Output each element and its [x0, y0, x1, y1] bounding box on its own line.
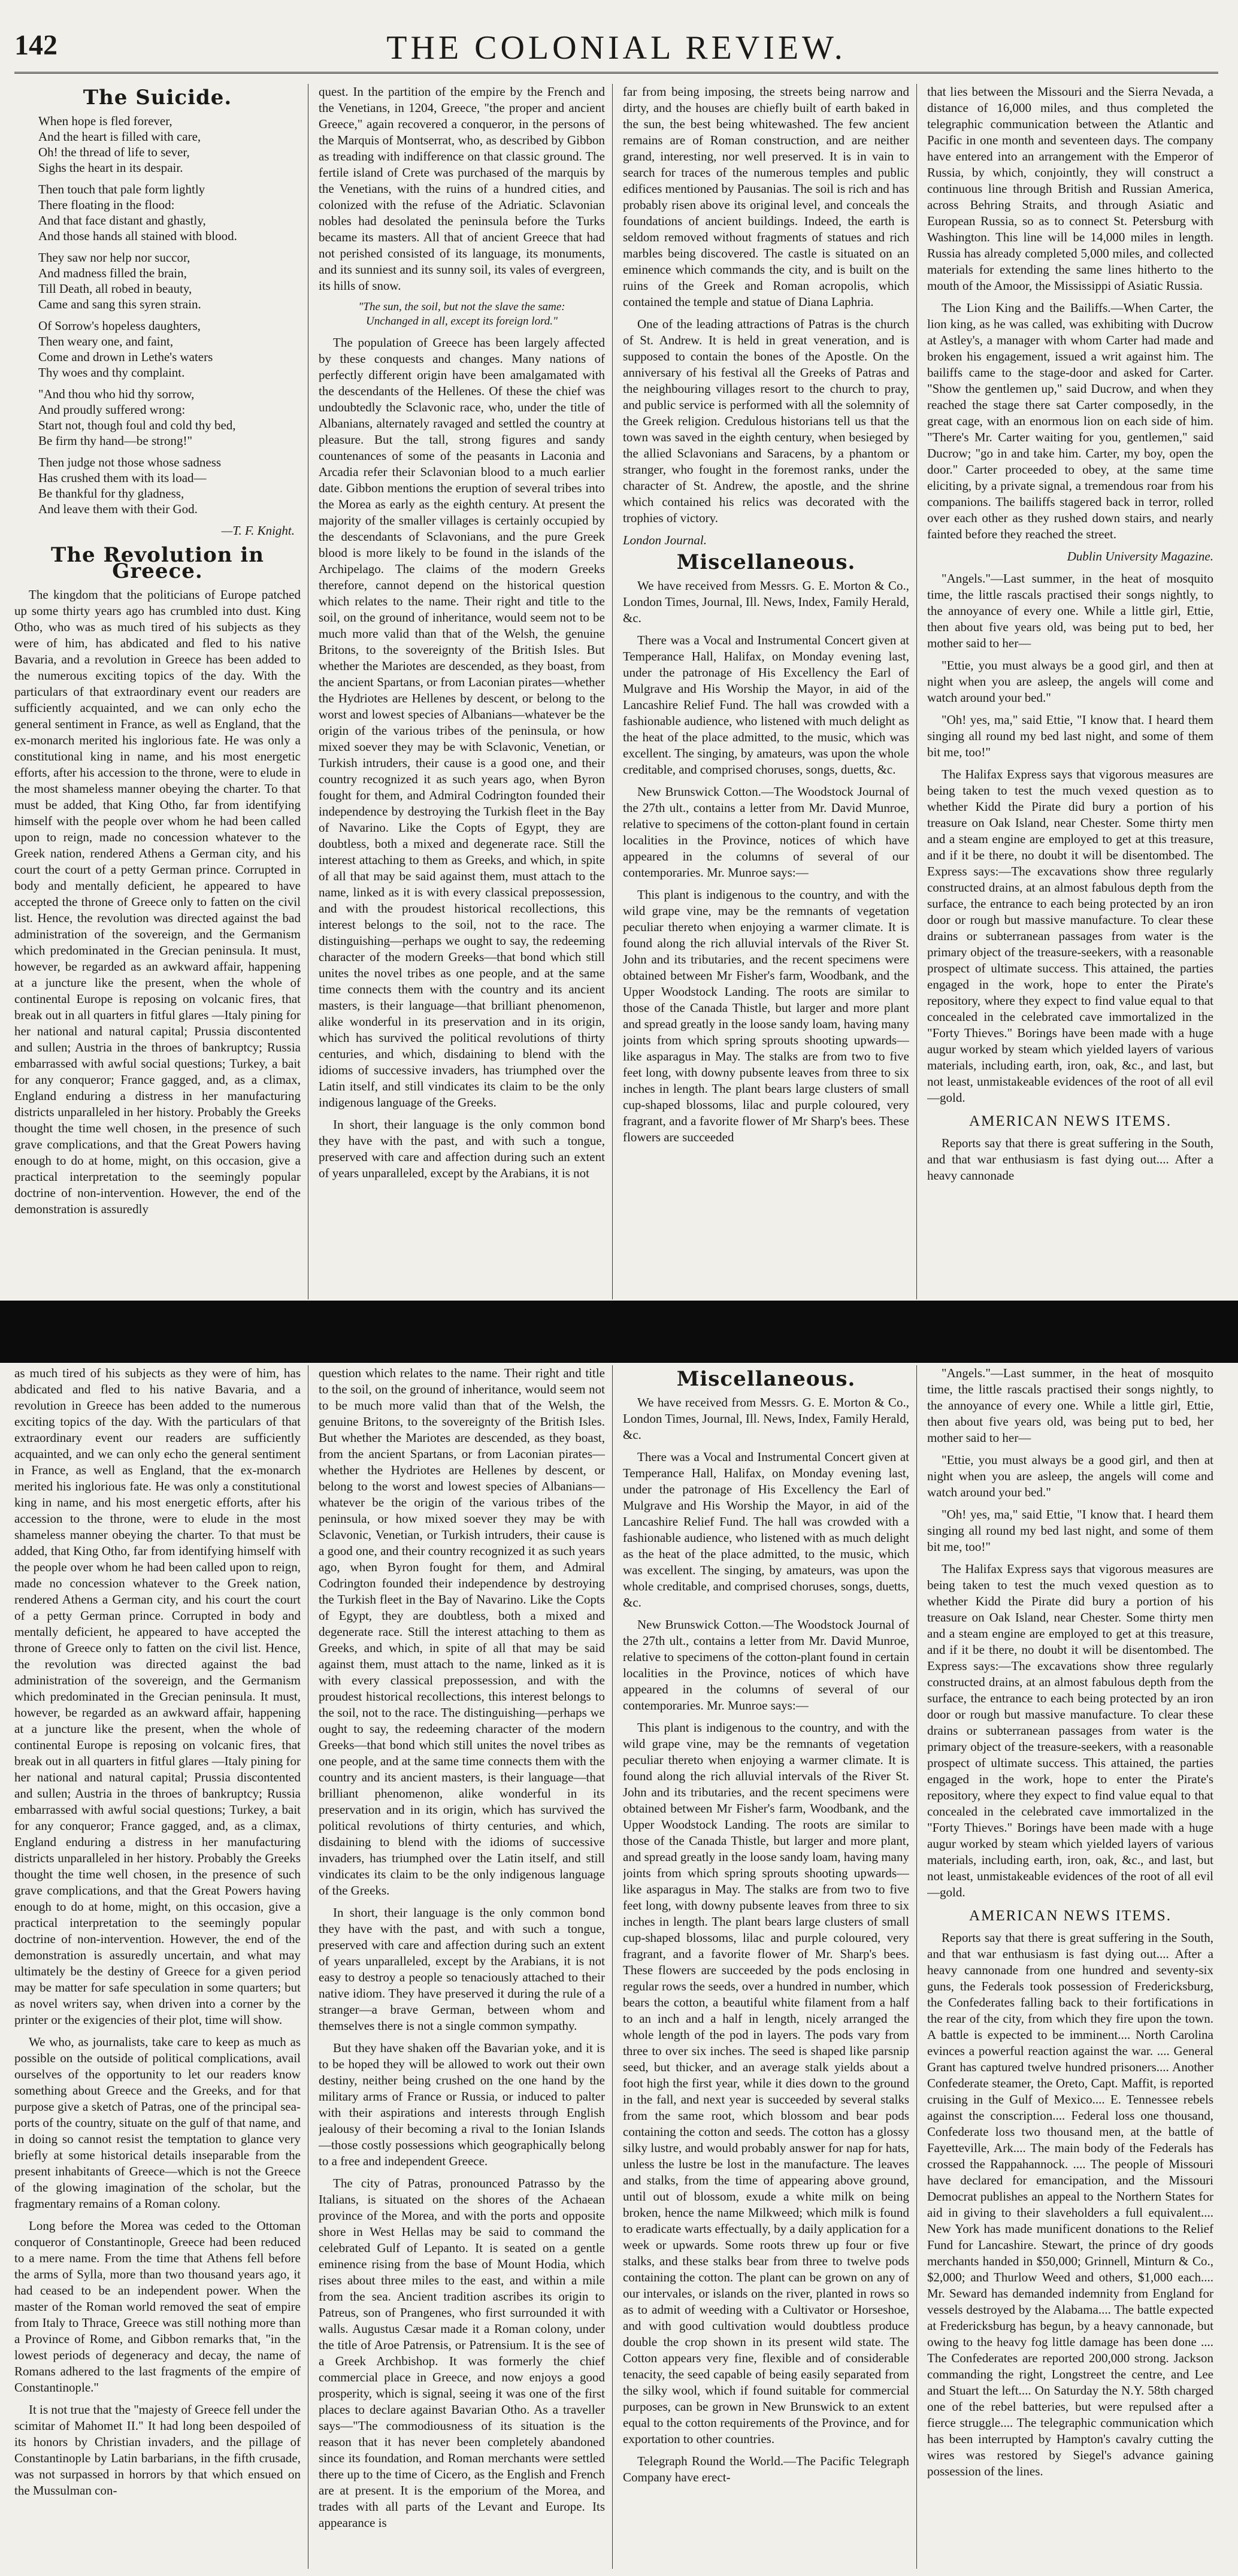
- poem-line: Start not, though foul and cold thy bed,: [38, 418, 236, 432]
- poem-line: And madness filled the brain,: [38, 266, 187, 280]
- poem-line: And that face distant and ghastly,: [38, 213, 206, 228]
- news-paragraph: "Angels."—Last summer, in the heat of mosquito time, the little rascals practised their songs nightly, to the annoyance of every one. While a little girl, Ettie, then about five years old, was being put to bed, her mother said to her—: [927, 1366, 1213, 1445]
- poem-line: They saw nor help nor succor,: [38, 250, 190, 265]
- news-paragraph: This plant is indigenous to the country, and with the wild grape vine, may be the remnants of vegetation peculiar thereto when enjoying a warmer climate. It is found along the rich alluvial intervals of the River St. John and its tributaries, and the recent specimens were obtained between Mr Fisher's farm, Woodbank, and the Upper Woodstock Landing. The roots are similar to those of the Canada Thistle, but larger and more plant, and spread greatly in the loose sandy loam, having many joints from which spring sprouts shooting upwards—like asparagus in May. The stalks are from two to five feet long, with downy pubsente leaves from three to six inches in length. The plant bears large clusters of small cup-shaped blossoms, lilac and purple coloured, very fragrant, and a favorite flower of Mr. Sharp's bees. These flowers are succeeded by the pods enclosing in regular rows the seeds, over a hundred in number, which bears the cotton, a beautiful white filament from a half to an inch and a half in length, nicely arranged the whole length of the pod in layers. The pods vary from three to over six inches. The seed is shaped like parsnip seed, but thicker, and an average stalk yields about a foot high the first year, while it dies down to the ground in the fall, and next year is succeeded by several stalks from the same root, which blossom and bear pods containing the cotton and seeds. The cotton has a glossy silky lustre, and would probably answer for nap for hats, unless the lustre be lost in the manufacture. The leaves and stalks, from the time of appearing above ground, until out of blossom, exude a white milk on being broken, hence the name Milkweed; which milk is found to eradicate warts effectually, by a daily application for a week or upwards. Some roots threw up four or five stalks, and these stalks bear from three to twelve pods containing the cotton. The plant can be grown on any of our intervales, or islands on the river, planted in rows so as to admit of weeding with a Cultivator or Horseshoe, and with good cultivation would doubtless produce double the crop shown in its present wild state. The Cotton appears very fine, flexible and of considerable tenacity, the seed capable of being easily separated from the silky wool, which if found suitable for commercial purposes, can be grown in New Brunswick to an extent equal to the cotton requirements of the Province, and for exportation to other countries.: [623, 1720, 909, 2446]
- section-heading: Miscellaneous.: [676, 550, 856, 574]
- column-rule: [916, 84, 917, 1299]
- article-paragraph: Long before the Morea was ceded to the Ottoman conqueror of Constantinople, Greece had been reduced to a mere name. From the time that Athens fell before the arms of Sylla, more than two thousand years ago, it had ceased to be an independent power. When the master of the Roman world removed the seat of empire from Italy to Thrace, Greece was still nothing more than a Province of Rome, and Gibbon remarks that, "in the lowest periods of degeneracy and decay, the name of Romans adhered to the last fragments of the empire of Constantinople.": [14, 2219, 301, 2395]
- article-paragraph: It is not true that the "majesty of Greece fell under the scimitar of Mahomet II." It had long been despoiled of its honors by Christian invaders, and the pillage of Constantinople by Latin barbarians, in the fifth crusade, was not surpassed in horrors by that which ensued on the Mussulman con-: [14, 2402, 301, 2498]
- article-heading: The Revolution in Greece.: [51, 543, 264, 583]
- poem-stanza: [38, 454, 301, 517]
- poem-line: Thy woes and thy complaint.: [38, 365, 185, 380]
- column-1: [14, 84, 301, 1299]
- article-source: London Journal.: [623, 533, 707, 547]
- poem-line: Till Death, all robed in beauty,: [38, 281, 192, 296]
- poem-stanza: [38, 386, 301, 448]
- column-rule: [916, 1365, 917, 2569]
- article-paragraph: We who, as journalists, take care to keep as much as possible on the outside of political complications, avail ourselves of the opportunity to let our readers know something about Greece and the Greeks, and for that purpose give a sketch of Patras, one of the principal sea-ports of the country, situate on the gulf of that name, and in doing so cannot resist the temptation to glance very briefly at some historical details inseparable from the present inhabitants of Greece—which is not the Greece of the glowing imagination of the scholar, but the fragmentary remains of a Roman colony.: [14, 2035, 301, 2211]
- poem-stanza: [38, 250, 301, 312]
- news-paragraph: The Halifax Express says that vigorous measures are being taken to test the much vexed question as to whether Kidd the Pirate did bury a portion of his treasure on Oak Island, near Chester. Some thirty men and a steam engine are employed to get at this treasure, and if it be there, no doubt it will be disentombed. The Express says:—The excavations show three regularly constructed drains, at an almost fabulous depth from the surface, the entrance to each being protected by an iron door or rough but massive manufacture. To clear these drains or subterranean passages from water is the primary object of the treasure-seekers, with a reasonable prospect of ultimate success. This attained, the parties engaged in the work, hope to enter the Pirate's repository, where they expect to find value equal to that concealed in the celebrated cave immortalized in the "Forty Thieves." Borings have been made with a huge augur worked by steam which yielded layers of various materials, including earth, iron, oak, &c., and last, but not least, unmistakeable evidences of the root of all evil—gold.: [927, 1562, 1213, 1899]
- news-paragraph: Telegraph Round the World.—The Pacific Telegraph Company have erect-: [623, 2454, 909, 2484]
- news-paragraph: Reports say that there is great suffering in the South, and that war enthusiasm is fast dying out.... After a heavy cannonade: [927, 1136, 1213, 1183]
- article-paragraph: In short, their language is the only common bond they have with the past, and with such a tongue, preserved with care and affection during such an extent of years unparalleled, except by the Arabians, it is not easy to destroy a people so tenaciously attached to their native idiom. They have preserved it during the rule of a stranger—a brave German, between whom and themselves there is not a single common sympathy.: [319, 1905, 605, 2033]
- article-paragraph: The kingdom that the politicians of Europe patched up some thirty years ago has crumbled into dust. King Otho, who was as much tired of his subjects as they were of him, has abdicated and fled to his native Bavaria, and a revolution in Greece has been added to the numerous exciting topics of the day. With the particulars of that extraordinary event our readers are sufficiently acquainted, and we can only echo the general sentiment in France, as well as England, that the ex-monarch merited his inglorious fate. He was only a constitutional king in name, and his most energetic efforts, after his accession to the throne, were to elude in the most shameless manner obeying the charter. To that must be added, that King Otho, far from identifying himself with the people over whom he had been called upon to reign, made no concession whatever to the Greek nation, rendered Athens a German city, and his court the court of a petty German prince. Corrupted in body and mentally deficient, he appeared to have accepted the throne of Greece only to fatten on the civil list. Hence, the revolution was directed against the bad administration of the sovereign, and the Germanism which predominated in the Grecian peninsula. It must, however, be regarded as an awkward affair, happening at a juncture like the present, when the whole of continental Europe is reposing on volcanic fires, that break out in all quarters in fitful glares —Italy pining for her national and natural capital; Prussia discontented and sullen; Austria in the throes of bankruptcy; Russia embarrassed with awful social questions; Turkey, a bait for any conqueror; France gagged, and, as a climax, England enduring a distress in her manufacturing districts unparalleled in her history. Probably the Greeks thought the time well chosen, in the presence of such grave complications, and that the Great Powers having enough to do at home, might, on this occasion, give a practical interpretation to the seemingly popular doctrine of non-intervention. However, the end of the demonstration is assuredly: [14, 587, 301, 1216]
- news-paragraph: This plant is indigenous to the country, and with the wild grape vine, may be the remnants of vegetation peculiar thereto when enjoying a warmer climate. It is found along the rich alluvial intervals of the River St. John and its tributaries, and the recent specimens were obtained between Mr Fisher's farm, Woodbank, and the Upper Woodstock Landing. The roots are similar to those of the Canada Thistle, but larger and more plant and spread greatly in the loose sandy loam, having many joints from which spring sprouts shooting upwards—like asparagus in May. The stalks are from two to five feet long, with downy pubsente leaves from three to six inches in length. The plant bears large clusters of small cup-shaped blossoms, lilac and purple coloured, very fragrant, and a favorite flower of Mr Sharp's bees. These flowers are succeeded: [623, 887, 909, 1144]
- article-paragraph: as much tired of his subjects as they were of him, has abdicated and fled to his native Bavaria, and a revolution in Greece has been added to the numerous exciting topics of the day. With the particulars of that extraordinary event our readers are sufficiently acquainted, and we can only echo the general sentiment in France, as well as England, that the ex-monarch merited his inglorious fate. He was only a constitutional king in name, and his most energetic efforts, after his accession to the throne, were to elude in the most shameless manner obeying the charter. To that must be added, that King Otho, far from identifying himself with the people over whom he had been called upon to reign, made no concession whatever to the Greek nation, rendered Athens a German city, and his court the court of a petty German prince. Corrupted in body and mentally deficient, he appeared to have accepted the throne of Greece only to fatten on the civil list. Hence, the revolution was directed against the bad administration of the sovereign, and the Germanism which predominated in the Grecian peninsula. It must, however, be regarded as an awkward affair, happening at a juncture like the present, when the whole of continental Europe is reposing on volcanic fires, that break out in all quarters in fitful glares —Italy pining for her national and natural capital; Prussia discontented and sullen; Austria in the throes of bankruptcy; Russia embarrassed with awful social questions; Turkey, a bait for any conqueror; France gagged, and, as a climax, England enduring a distress in her manufacturing districts unparalleled in her history. Probably the Greeks thought the time well chosen, in the presence of such grave complications, and that the Great Powers having enough to do at home, might, on this occasion, give a practical interpretation to the seemingly popular doctrine of non-intervention. However, the end of the demonstration is assuredly uncertain, and what may ultimately be the destiny of Greece for a given period may be matter for safe speculation in some quarters; but as novel writers say, when driven into a corner by the printer or the exigencies of their plot, time will show.: [14, 1366, 301, 2027]
- quoted-verse: "The sun, the soil, but not the slave the same: Unchanged in all, except its foreign lord.": [358, 301, 565, 328]
- news-paragraph: "Ettie, you must always be a good girl, and then at night when you are asleep, the angels will come and watch around your bed.": [927, 658, 1213, 705]
- poem-line: "And thou who hid thy sorrow,: [38, 387, 195, 401]
- poem-line: Then touch that pale form lightly: [38, 182, 205, 196]
- news-paragraph: There was a Vocal and Instrumental Concert given at Temperance Hall, Halifax, on Monday evening last, under the patronage of His Excellency the Earl of Mulgrave and His Worship the Mayor, in aid of the Lancashire Relief Fund. The hall was crowded with a fashionable audience, who listened with as much delight as the heat of the place admitted, to the music, which was excellent. The singing, by amateurs, was upon the whole creditable, and comprised choruses, songs, duetts, &c.: [623, 1450, 909, 1610]
- poem-stanza: [38, 318, 301, 380]
- column-rule: [612, 84, 613, 1299]
- column-3: [623, 1365, 909, 2569]
- news-paragraph: "Angels."—Last summer, in the heat of mosquito time, the little rascals practised their songs nightly, to the annoyance of every one. While a little girl, Ettie, then about five years old, was being put to bed, her mother said to her—: [927, 571, 1213, 650]
- column-1: [14, 1365, 301, 2569]
- news-paragraph: "Oh! yes, ma," said Ettie, "I know that. I heard them singing all round my bed last night, and some of them bit me, too!": [927, 1507, 1213, 1554]
- column-rule: [612, 1365, 613, 2569]
- poem-line: Then judge not those whose sadness: [38, 455, 222, 469]
- article-source: Dublin University Magazine.: [1067, 549, 1213, 563]
- news-paragraph: that lies between the Missouri and the Sierra Nevada, a distance of 16,000 miles, and thus completed the telegraphic communication between the Atlantic and Pacific in one month and seventeen days. The company have entered into an arrangement with the Emperor of Russia, by which, conjointly, they will construct a continuous line through British and Russian America, across Behring Straits, and through Asiatic and European Russia, so as to connect St. Petersburg with Washington. This line will be 14,000 miles in length. Russia has already completed 5,000 miles, and collected materials for extending the same lines hitherto to the mouth of the Amoor, the Mississippi of Asiatic Russia.: [927, 84, 1213, 293]
- article-paragraph: The population of Greece has been largely affected by these conquests and changes. Many nations of perfectly different origin have been amalgamated with the descendants of the Hellenes. Of these the chief was undoubtedly the Sclavonic race, who, under the title of Albanians, alternately ravaged and settled the country at pleasure. But the tall, strong figures and sandy countenances of some of the peasants in Laconia and Arcadia refer their Sclavonian blood to a much earlier date. Gibbon mentions the eruption of several tribes into the Morea as early as the eighth century. At present the majority of the smaller villages is certainly occupied by the descendants of Sclavonians, and the pure Greek blood is more likely to be found in the islands of the Archipelago. The claims of the modern Greeks therefore, cannot depend on the historical question which relates to the name. Their right and title to the soil, on the ground of inheritance, would seem not to be much more valid than that of the Welsh, the genuine Britons, to the sovereignty of the British Isles. But whether the Mariotes are descended, as they boast, from the ancient Spartans, or from Laconian pirates—whether the Hydriotes are Hellenes by descent, or belong to the worst and lowest species of Albanians—whatever be the origin of the various tribes of the peninsula, or how mixed soever they may be with Sclavonic, Venetian, or Turkish intruders, their cause is a good one, and their country recognized it as such years ago, when Byron fought for them, and Admiral Codrington founded their independence by destroying the Turkish fleet in the Bay of Navarino. Like the Copts of Egypt, they are doubtless, both a mixed and degenerate race. Still the interest attaching to them as Greeks, and which, in spite of all that may be said against them, must attach to the name, linked as it is with every classical prepossession, and with the proudest historical recollections, this interest belongs to the soil, not to the race. The distinguishing—perhaps we ought to say, the redeeming character of the modern Greeks—that bond which still unites the novel tribes as one people, and at the same time connects them with the country and its ancient masters, is their language—that brilliant phenomenon, alike wonderful in its preservation and in its origin, which has survived the political revolutions of thirty centuries, and which, disdaining to blend with the idioms of successive invaders, has triumphed over the Latin itself, and still vindicates its claim to be the only indigenous language of the Greeks.: [319, 335, 605, 1110]
- poem-stanza: [38, 181, 301, 244]
- news-paragraph: We have received from Messrs. G. E. Morton & Co., London Times, Journal, Ill. News, Index, Family Herald, &c.: [623, 1395, 909, 1442]
- poem-line: And proudly suffered wrong:: [38, 402, 186, 417]
- poem-line: And the heart is filled with care,: [38, 129, 201, 144]
- article-paragraph: far from being imposing, the streets being narrow and dirty, and the houses are chiefly built of earth baked in the sun, the best being whitewashed. The few ancient remains are of Roman construction, and are neither grand, interesting, nor well preserved. It is in vain to search for traces of the numerous temples and public edifices mentioned by Pausanias. The soil is rich and has probably risen above its original level, and conceals the foundations of ancient buildings. Indeed, the earth is seldom removed without fragments of statues and rich marbles being discovered. The castle is situated on an eminence which commands the city, and is built on the ruins of the Greek and Roman acropolis, which contained the temple and statue of Diana Laphria.: [623, 84, 909, 309]
- article-paragraph: quest. In the partition of the empire by the French and the Venetians, in 1204, Greece, "the proper and ancient Greece," again recovered a conqueror, in the persons of the Marquis of Montserrat, who, as described by Gibbon as treading with indifference on that classic ground. The fertile island of Crete was purchased of the marquis by the Venetians, with the ruins of a hundred cities, and colonized with the refuse of the Adriatic. Sclavonian nobles had desolated the peninsula before the Turks became its masters. All that of ancient Greece that had not perished consisted of its language, its monuments, and its sunniest and its sunny soil, its vales of evergreen, its hills of snow.: [319, 84, 605, 293]
- news-paragraph: Reports say that there is great suffering in the South, and that war enthusiasm is fast dying out.... After a heavy cannonade from one hundred and seventy-six guns, the Federals took possession of Fredericksburg, the Confederates falling back to their fortifications in the rear of the city, from which they fire upon the town. A battle is expected to be imminent.... North Carolina evinces a powerful reaction against the war. .... General Grant has captured twelve hundred prisoners.... Another Confederate steamer, the Oreto, Capt. Maffit, is reported cruising in the Gulf of Mexico.... E. Tennessee rebels against the conscription.... Federal loss one thousand, Confederate loss two thousand men, at the battle of Fayetteville, Ark.... The main body of the Federals has crossed the Rappahannock. .... The people of Missouri have declared for emancipation, and the Missouri Democrat publishes an appeal to the Northern States for aid in giving to their slaveholders a full equivalent.... New York has made munificent donations to the Relief Fund for Lancashire. Stewart, the prince of dry goods merchants handed in $50,000; Grinnell, Minturn & Co., $2,000; and Thurlow Weed and others, $1,000 each.... Mr. Seward has demanded indemnity from England for vessels destroyed by the Alabama.... The battle expected at Fredericksburg has begun, by a heavy cannonade, but owing to the heavy fog little damage has been done .... The Confederates are reported 200,000 strong. Jackson commanding the right, Longstreet the centre, and Lee and Stuart the left.... On Saturday the N.Y. 58th charged one of the rebel batteries, but were repulsed after a fierce struggle.... The telegraphic communication which has been interrupted by Hampton's cavalry cutting the wires was restored by Siegel's advance gaining possession of the lines.: [927, 1931, 1213, 2478]
- poem-heading: The Suicide.: [83, 86, 232, 110]
- poem-line: And leave them with their God.: [38, 502, 198, 516]
- news-paragraph: There was a Vocal and Instrumental Concert given at Temperance Hall, Halifax, on Monday evening last, under the patronage of His Excellency the Earl of Mulgrave and His Worship the Mayor, in aid of the Lancashire Relief Fund. The hall was crowded with a fashionable audience, who listened with much delight as the heat of the place admitted, to the music, which was excellent. The singing, by amateurs, was upon the whole creditable, and comprised choruses, songs, duetts, &c.: [623, 633, 909, 777]
- poem-line: There floating in the flood:: [38, 198, 175, 212]
- poem-line: Has crushed them with its load—: [38, 471, 207, 485]
- news-paragraph: New Brunswick Cotton.—The Woodstock Journal of the 27th ult., contains a letter from Mr. David Munroe, relative to specimens of the cotton-plant found in certain localities in the Province, notices of which have appeared in the columns of several of our contemporaries. Mr. Munroe says:—: [623, 1617, 909, 1713]
- page-number: 142: [14, 29, 57, 61]
- poem-stanza: [38, 113, 301, 175]
- column-2: [319, 1365, 605, 2569]
- poem-line: Be thankful for thy gladness,: [38, 486, 184, 501]
- top-scan-band: [0, 84, 1238, 1299]
- poem-line: Be firm thy hand—be strong!": [38, 434, 193, 448]
- column-4: [927, 84, 1213, 1299]
- section-heading: AMERICAN NEWS ITEMS.: [969, 1113, 1172, 1129]
- poem-line: Of Sorrow's hopeless daughters,: [38, 319, 201, 333]
- news-paragraph: New Brunswick Cotton.—The Woodstock Journal of the 27th ult., contains a letter from Mr. David Munroe, relative to specimens of the cotton-plant found in certain localities in the Province, notices of which have appeared in the columns of several of our contemporaries. Mr. Munroe says:—: [623, 784, 909, 880]
- article-paragraph: question which relates to the name. Their right and title to the soil, on the ground of inheritance, would seem not to be much more valid than that of the Welsh, the genuine Britons, to the sovereignty of the British Isles. But whether the Mariotes are descended, as they boast, from the ancient Spartans, or from Laconian pirates—whether the Hydriotes are Hellenes by descent, or belong to the worst and lowest species of Albanians—whatever be the origin of the various tribes of the peninsula, or how mixed soever they may be with Sclavonic, Venetian, or Turkish intruders, their cause is a good one, and their country recognized it as such years ago, when Byron fought for them, and Admiral Codrington founded their independence by destroying the Turkish fleet in the Bay of Navarino. Like the Copts of Egypt, they are doubtless, both a mixed and degenerate race. Still the interest attaching to them as Greeks, and which, in spite of all that may be said against them, must attach to the name, linked as it is with every classical prepossession, and with the proudest historical recollections, this interest belongs to the soil, not to the race. The distinguishing—perhaps we ought to say, the redeeming character of the modern Greeks—that bond which still unites the novel tribes as one people, and at the same time connects them with the country and its ancient masters, is their language—that brilliant phenomenon, alike wonderful in its preservation and in its origin, which has survived the political revolutions of thirty centuries, and which, disdaining to blend with the idioms of successive invaders, has triumphed over the Latin itself, and still vindicates its claim to be the only indigenous language of the Greeks.: [319, 1366, 605, 1898]
- poem-line: And those hands all stained with blood.: [38, 229, 237, 243]
- column-2: [319, 84, 605, 1299]
- column-4: [927, 1365, 1213, 2569]
- poem-line: Come and drown in Lethe's waters: [38, 350, 213, 364]
- poem-signature: —T. F. Knight.: [221, 523, 295, 538]
- news-paragraph: The Lion King and the Bailiffs.—When Carter, the lion king, as he was called, was exhibiting with Ducrow at Astley's, a manager with whom Carter had made and broken his engagement, issued a writ against him. The bailiffs came to the stage-door and asked for Carter. "Show the gentlemen up," said Ducrow, and when they reached the stage there sat Carter composedly, in the great cage, with an enormous lion on each side of him. "There's Mr. Carter waiting for you, gentlemen," said Ducrow; "go in and take him. Carter, my boy, open the door." Carter proceeded to obey, at the same time eliciting, by a private signal, a tremendous roar from his companions. The bailiffs stagered back in terror, rolled over each other as they rushed down stairs, and nearly fainted before they reached the street.: [927, 301, 1213, 541]
- article-paragraph: In short, their language is the only common bond they have with the past, and with such a tongue, preserved with care and affection during such an extent of years unparalleled, except by the Arabians, it is not: [319, 1117, 605, 1180]
- article-paragraph: But they have shaken off the Bavarian yoke, and it is to be hoped they will be allowed to work out their own destiny, neither being crushed on the one hand by the military arms of France or Russia, or induced to palter with their aspirations and interests through English jealousy of their becoming a rival to the Ionian Islands—those costly possessions which geographically belong to a free and independent Greece.: [319, 2041, 605, 2168]
- masthead-title: THE COLONIAL REVIEW.: [386, 29, 846, 66]
- poem-line: Then weary one, and faint,: [38, 334, 174, 348]
- news-paragraph: We have received from Messrs. G. E. Morton & Co., London Times, Journal, Ill. News, Index, Family Herald, &c.: [623, 578, 909, 625]
- news-paragraph: "Ettie, you must always be a good girl, and then at night when you are asleep, the angels will come and watch around your bed.": [927, 1453, 1213, 1499]
- news-paragraph: "Oh! yes, ma," said Ettie, "I know that. I heard them singing all round my bed last night, and some of them bit me, too!": [927, 713, 1213, 759]
- section-heading: Miscellaneous.: [676, 1367, 856, 1391]
- section-heading: AMERICAN NEWS ITEMS.: [969, 1908, 1172, 1924]
- bottom-scan-band: [0, 1365, 1238, 2569]
- poem-line: Oh! the thread of life to sever,: [38, 145, 190, 159]
- scan-divider-bar: [0, 1301, 1238, 1363]
- poem-line: When hope is fled forever,: [38, 114, 172, 128]
- news-paragraph: The Halifax Express says that vigorous measures are being taken to test the much vexed question as to whether Kidd the Pirate did bury a portion of his treasure on Oak Island, near Chester. Some thirty men and a steam engine are employed to get at this treasure, and if it be there, no doubt it will be disentombed. The Express says:—The excavations show three regularly constructed drains, at an almost fabulous depth from the surface, the entrance to each being protected by an iron door or rough but massive manufacture. To clear these drains or subterranean passages from water is the primary object of the treasure-seekers, with a reasonable prospect of ultimate success. This attained, the parties engaged in the work, hope to enter the Pirate's repository, where they expect to find value equal to that concealed in the celebrated cave immortalized in the "Forty Thieves." Borings have been made with a huge augur worked by steam which yielded layers of various materials, including earth, iron, oak, &c., and last, but not least, unmistakeable evidences of the root of all evil—gold.: [927, 767, 1213, 1105]
- poem-line: Came and sang this syren strain.: [38, 297, 201, 311]
- page-header: [14, 24, 1218, 74]
- poem-line: Sighs the heart in its despair.: [38, 160, 183, 175]
- column-3: [623, 84, 909, 1299]
- article-paragraph: One of the leading attractions of Patras is the church of St. Andrew. It is held in great veneration, and is supposed to contain the bones of the Apostle. On the anniversary of his festival all the Greeks of Patras and the neighbouring villages resort to the church to pray, and public service is performed with all the solemnity of the Greek religion. Credulous historians tell us that the town was saved in the eighth century, when besieged by the allied Sclavonians and Saracens, by a phantom or stranger, who fought in the foremost ranks, under the character of St. Andrew, the apostle, and the shrine which contained his relics was decorated with the trophies of victory.: [623, 317, 909, 525]
- article-paragraph: The city of Patras, pronounced Patrasso by the Italians, is situated on the shores of the Achaean province of the Morea, and with the ports and opposite shore in West Hellas may be said to command the celebrated Gulf of Lepanto. It is seated on a gentle eminence rising from the base of Mount Hodia, which rises about three miles to the east, and within a mile from the sea. Ancient tradition ascribes its origin to Patreus, son of Prangenes, who first surrounded it with walls. Augustus Cæsar made it a Roman colony, under the title of Aroe Patrensis, or Patrensium. It is the see of a Greek Archbishop. It was formerly the chief commercial place in Greece, and now enjoys a good prosperity, which is signal, seeing it was one of the first places to declare against Bavarian Otho. As a traveller says—"The commodiousness of its situation is the reason that it has never been completely abandoned since its foundation, and Roman merchants were settled there up to the time of Cicero, as the English and French are at present. It is the emporium of the Morea, and trades with all parts of the Levant and Europe. Its appearance is: [319, 2176, 605, 2530]
